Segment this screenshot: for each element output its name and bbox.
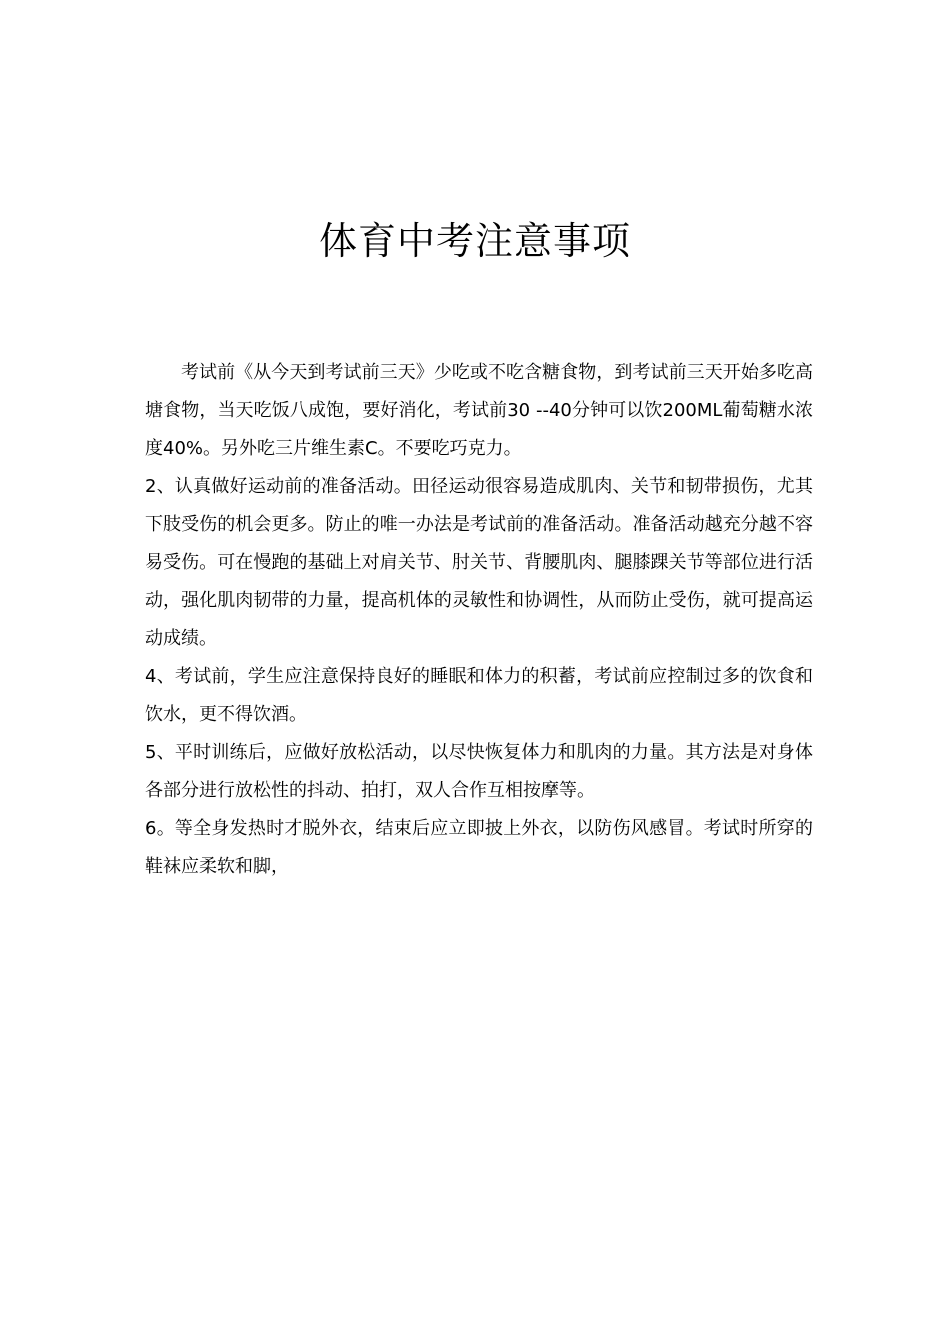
paragraph-cool-down: 5、平时训练后，应做好放松活动，以尽快恢复体力和肌肉的力量。其方法是对身体各部分进行放松性的抖动、拍打，双人合作互相按摩等。 — [145, 742, 813, 801]
document-body — [145, 354, 813, 886]
paragraph-rest-before-exam: 4、考试前，学生应注意保持良好的睡眠和体力的积蓄，考试前应控制过多的饮食和饮水，更不得饮酒。 — [145, 666, 813, 725]
paragraph-warm-up: 2、认真做好运动前的准备活动。田径运动很容易造成肌肉、关节和韧带损伤，尤其下肢受伤的机会更多。防止的唯一办法是考试前的准备活动。准备活动越充分越不容易受伤。可在慢跑的基础上对肩关节、肘关节、背腰肌肉、腿膝踝关节等部位进行活动，强化肌肉韧带的力量，提高机体的灵敏性和协调性，从而防止受伤，就可提高运动成绩。 — [145, 476, 813, 649]
paragraph-clothing: 6。等全身发热时才脱外衣，结束后应立即披上外衣，以防伤风感冒。考试时所穿的鞋袜应柔软和脚， — [145, 818, 813, 877]
document-title: 体育中考注意事项 — [318, 219, 631, 263]
paragraph-pre-exam-diet: 考试前《从今天到考试前三天》少吃或不吃含糖食物，到考试前三天开始多吃高塘食物，当天吃饭八成饱，要好消化，考试前30 --40分钟可以饮200ML葡萄糖水浓度40%。另外吃三片维生素C。不要吃巧克力。 — [145, 362, 813, 459]
